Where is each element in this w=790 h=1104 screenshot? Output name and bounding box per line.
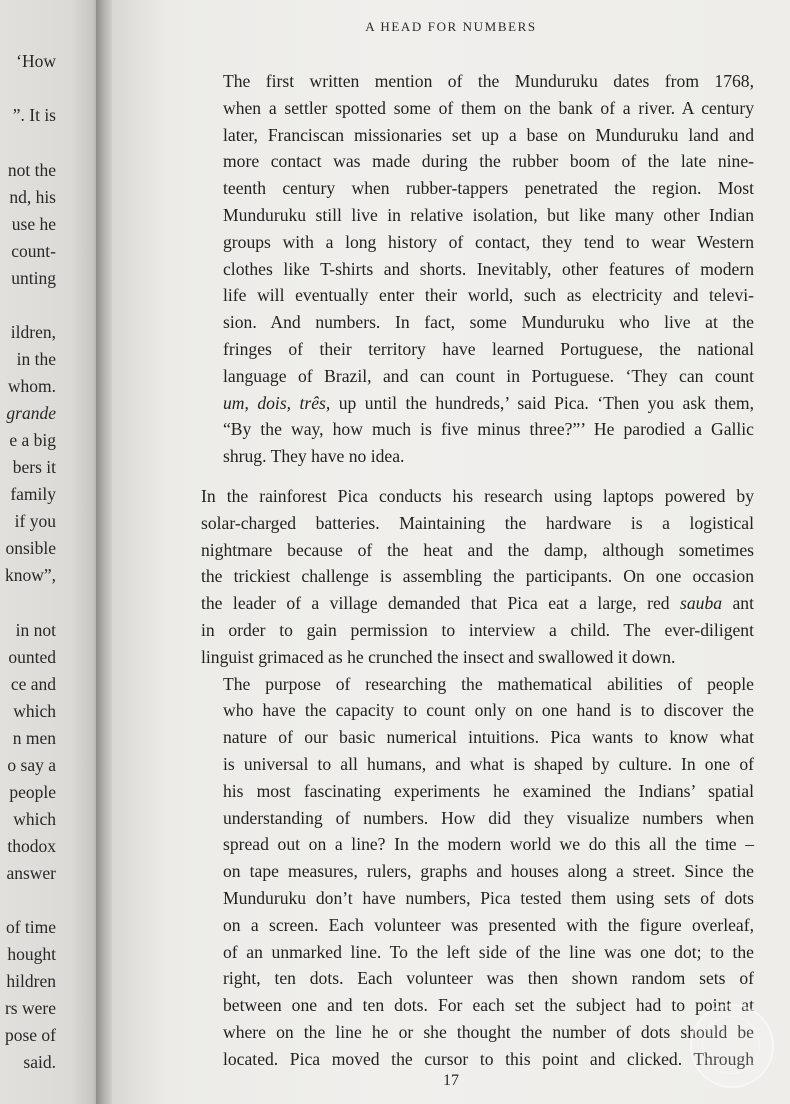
body-text (201, 68, 754, 1072)
left-page-fragment: use he (11, 214, 56, 234)
left-page-fragment: in not (15, 620, 56, 640)
text-line: is universal to all humans, and what is shaped by culture. In one of (223, 753, 754, 774)
text-line: shrug. They have no idea. (223, 446, 405, 467)
left-page-fragment: bers it (12, 457, 56, 477)
paragraph-munduruku-history (201, 68, 754, 470)
left-page-fragment: people (9, 782, 56, 802)
text-line: “By the way, how much is five minus three?”’ He parodied a Gallic (223, 419, 754, 440)
right-page (112, 0, 790, 1104)
text-run: up until the hundreds,’ said Pica. ‘Then you ask them, (330, 392, 754, 413)
text-line: The first written mention of the Munduruku dates from 1768, (223, 71, 754, 91)
left-page-fragment: know”, (4, 565, 56, 585)
text-line: language of Brazil, and can count in Portuguese. ‘They can count (223, 365, 754, 386)
text-line: on tape measures, rulers, graphs and houses along a street. Since the (223, 861, 754, 882)
left-page-fragment: ‘How (16, 51, 56, 71)
text-line: teenth century when rubber-tappers penetrated the region. Most (223, 178, 754, 199)
text-line: when a settler spotted some of them on the bank of a river. A century (223, 97, 754, 118)
text-line: where on the line he or she thought the number of dots should be (223, 1021, 754, 1042)
paragraph-numerical-intuitions (201, 671, 754, 1073)
left-page-fragment: family (10, 484, 56, 504)
left-page-fragment: if you (14, 511, 56, 531)
left-page-fragment: unting (11, 268, 56, 288)
text-line: In the rainforest Pica conducts his research using laptops powered by (201, 485, 754, 506)
left-page-fragment: whom. (7, 376, 56, 396)
text-line: spread out on a line? In the modern world we do this all the time – (223, 834, 754, 855)
text-line: Munduruku still live in relative isolation, but like many other Indian (223, 204, 754, 225)
text-line: later, Franciscan missionaries set up a base on Munduruku land and (223, 124, 754, 145)
text-line: nightmare because of the heat and the damp, although sometimes (201, 539, 754, 560)
text-line (201, 390, 754, 417)
left-page-fragment: rs were (4, 998, 56, 1018)
left-page-fragment: of time (5, 917, 56, 937)
text-line: of an unmarked line. To the left side of the line was one dot; to the (223, 941, 754, 962)
text-line: right, ten dots. Each volunteer was then shown random sets of (223, 968, 754, 989)
text-line: nature of our basic numerical intuitions. Pica wants to know what (223, 727, 754, 748)
text-line: more contact was made during the rubber boom of the late nine- (223, 151, 754, 172)
text-line: in order to gain permission to interview a child. The ever-diligent (201, 619, 754, 640)
text-line: fringes of their territory have learned Portuguese, the national (223, 338, 754, 359)
left-page-fragment: onsible (5, 538, 56, 558)
text-line: his most fascinating experiments he examined the Indians’ spatial (223, 780, 754, 801)
left-page-fragment: thodox (7, 836, 56, 856)
text-line: located. Pica moved the cursor to this point and clicked. Through (223, 1048, 754, 1069)
left-page-fragment: ce and (10, 674, 56, 694)
text-line: groups with a long history of contact, they tend to wear Western (223, 231, 754, 252)
left-page-fragment: answer (6, 863, 56, 883)
left-page-fragment: ildren, (10, 322, 56, 342)
text-line: life will eventually enter their world, such as electricity and televi- (223, 285, 754, 306)
text-line: sion. And numbers. In fact, some Munduruku who live at the (223, 312, 754, 333)
text-line: solar-charged batteries. Maintaining the hardware is a logistical (201, 512, 754, 533)
left-page-fragment: ounted (8, 647, 56, 667)
left-page-fragment: said. (23, 1052, 56, 1072)
left-page-fragment: n men (12, 728, 56, 748)
left-page-fragment: not the (7, 160, 56, 180)
text-line (201, 590, 754, 617)
text-line: on a screen. Each volunteer was presented with the figure overleaf, (223, 914, 754, 935)
left-page (0, 0, 100, 1104)
text-line: Munduruku don’t have numbers, Pica tested them using sets of dots (223, 887, 754, 908)
running-head: A HEAD FOR NUMBERS (365, 19, 537, 34)
left-page-fragment: hildren (6, 971, 56, 991)
text-line: who have the capacity to count only on one hand is to discover the (223, 700, 754, 721)
left-page-fragment: count- (11, 241, 56, 261)
left-page-fragment: which (13, 809, 56, 829)
left-page-fragment: hought (7, 944, 56, 964)
paragraph-rainforest-research (201, 483, 754, 671)
left-page-fragment: in the (16, 349, 56, 369)
italic-phrase: um, dois, três, (223, 392, 331, 413)
text-line: understanding of numbers. How did they visualize numbers when (223, 807, 754, 828)
text-line: clothes like T-shirts and shorts. Inevitably, other features of modern (223, 258, 754, 279)
text-run: the leader of a village demanded that Pica eat a large, red (201, 593, 680, 614)
left-page-fragment: ”. It is (12, 105, 56, 125)
left-page-fragment: which (13, 701, 56, 721)
left-page-fragment: o say a (7, 755, 56, 775)
text-line: linguist grimaced as he crunched the insect and swallowed it down. (201, 646, 676, 667)
left-page-fragment: e a big (9, 430, 56, 450)
left-page-fragment: pose of (4, 1025, 56, 1045)
text-line: The purpose of researching the mathematical abilities of people (223, 673, 754, 694)
page-number: 17 (443, 1072, 459, 1089)
italic-word: sauba (680, 593, 723, 614)
left-page-fragment: grande (6, 403, 56, 423)
text-line: between one and ten dots. For each set the subject had to point at (223, 995, 754, 1016)
left-page-fragment: nd, his (9, 187, 56, 207)
text-run: ant (722, 593, 754, 614)
text-line: the trickiest challenge is assembling the participants. On one occasion (201, 566, 754, 587)
watermark-seal (690, 1004, 774, 1088)
